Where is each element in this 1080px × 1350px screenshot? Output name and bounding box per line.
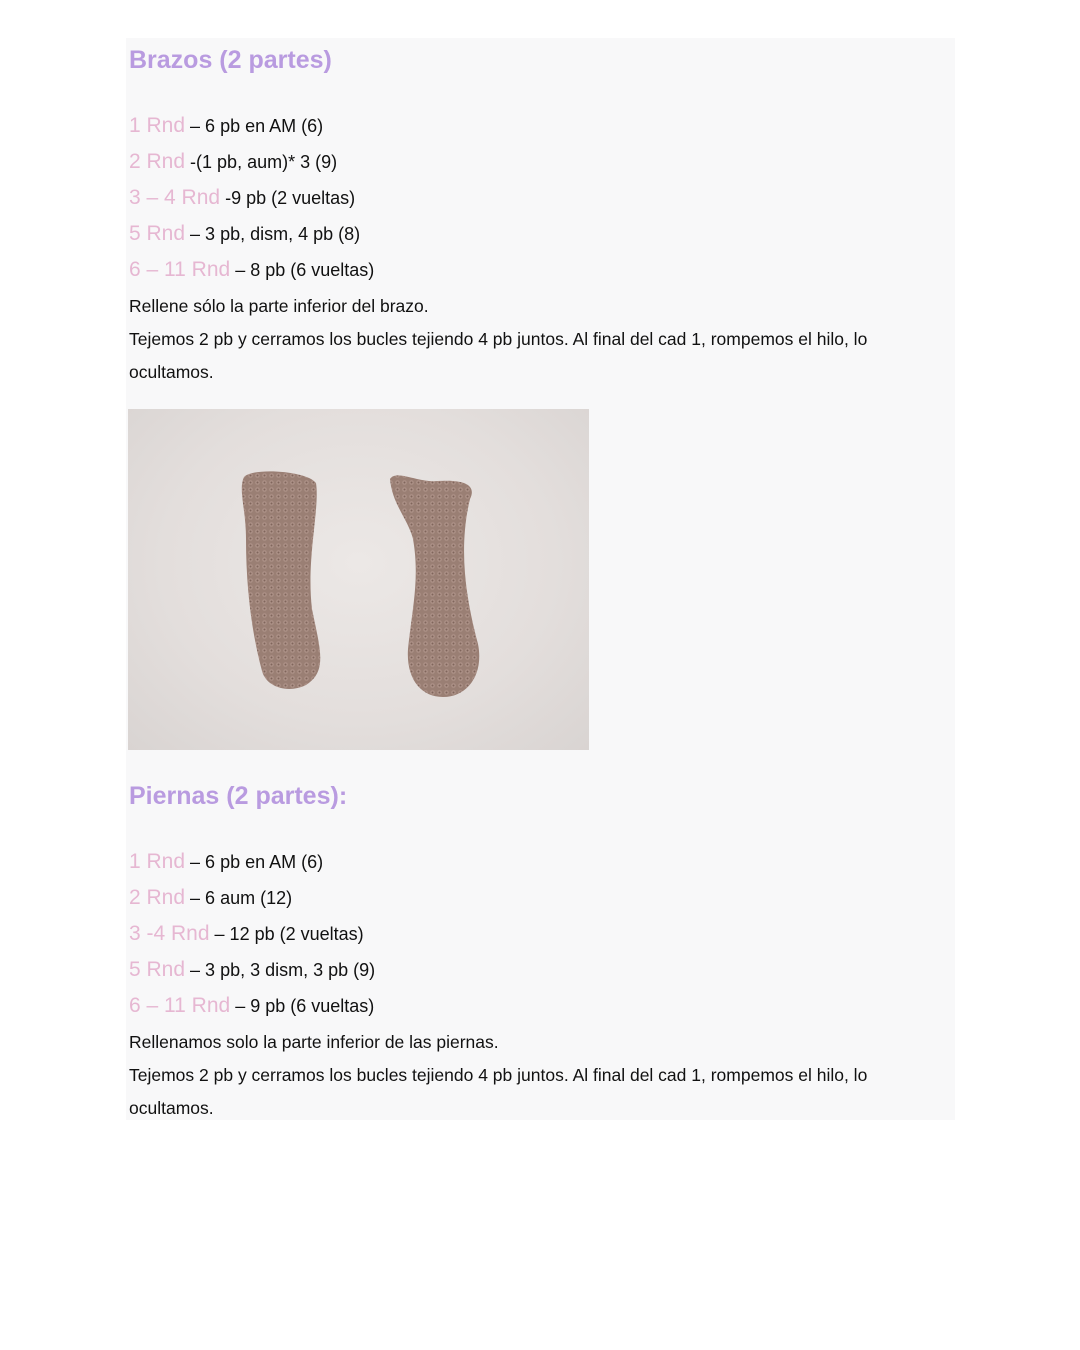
arms-photo	[128, 409, 589, 750]
round-text: – 6 aum (12)	[185, 888, 293, 908]
round-text: – 6 pb en AM (6)	[185, 116, 324, 136]
crochet-arms-image	[128, 409, 589, 750]
arms-note-closing: Tejemos 2 pb y cerramos los bucles tejiendo 4 pb juntos. Al final del cad 1, rompemos el hilo, lo ocultamos.	[129, 329, 868, 382]
right-arm	[390, 475, 479, 697]
round-row	[129, 252, 374, 288]
round-label: 6 – 11 Rnd	[129, 258, 231, 281]
round-text: -9 pb (2 vueltas)	[220, 188, 356, 208]
round-label: 5 Rnd	[129, 222, 186, 245]
round-label: 6 – 11 Rnd	[129, 994, 231, 1017]
arms-heading: Brazos (2 partes)	[129, 46, 332, 74]
arms-rounds	[129, 108, 374, 288]
round-text: – 3 pb, 3 dism, 3 pb (9)	[185, 960, 376, 980]
round-row	[129, 108, 374, 144]
left-arm	[242, 471, 320, 689]
round-label: 1 Rnd	[129, 114, 186, 137]
round-row	[129, 216, 374, 252]
arms-note-stuffing: Rellene sólo la parte inferior del brazo.	[129, 296, 429, 316]
round-label: 5 Rnd	[129, 958, 186, 981]
round-row	[129, 988, 375, 1024]
round-row	[129, 880, 375, 916]
round-text: – 6 pb en AM (6)	[185, 852, 324, 872]
round-text: -(1 pb, aum)* 3 (9)	[185, 152, 338, 172]
legs-heading: Piernas (2 partes):	[129, 782, 348, 810]
legs-note-closing: Tejemos 2 pb y cerramos los bucles tejiendo 4 pb juntos. Al final del cad 1, rompemos el hilo, lo ocultamos.	[129, 1065, 868, 1118]
round-text: – 9 pb (6 vueltas)	[230, 996, 375, 1016]
round-row	[129, 144, 374, 180]
legs-rounds	[129, 844, 375, 1024]
round-text: – 12 pb (2 vueltas)	[209, 924, 364, 944]
round-text: – 8 pb (6 vueltas)	[230, 260, 375, 280]
round-label: 3 – 4 Rnd	[129, 186, 221, 209]
round-label: 2 Rnd	[129, 150, 186, 173]
round-text: – 3 pb, dism, 4 pb (8)	[185, 224, 361, 244]
legs-note-stuffing: Rellenamos solo la parte inferior de las piernas.	[129, 1032, 499, 1052]
round-label: 1 Rnd	[129, 850, 186, 873]
round-row	[129, 952, 375, 988]
round-row	[129, 916, 375, 952]
round-row	[129, 180, 374, 216]
round-label: 2 Rnd	[129, 886, 186, 909]
round-label: 3 -4 Rnd	[129, 922, 210, 945]
round-row	[129, 844, 375, 880]
